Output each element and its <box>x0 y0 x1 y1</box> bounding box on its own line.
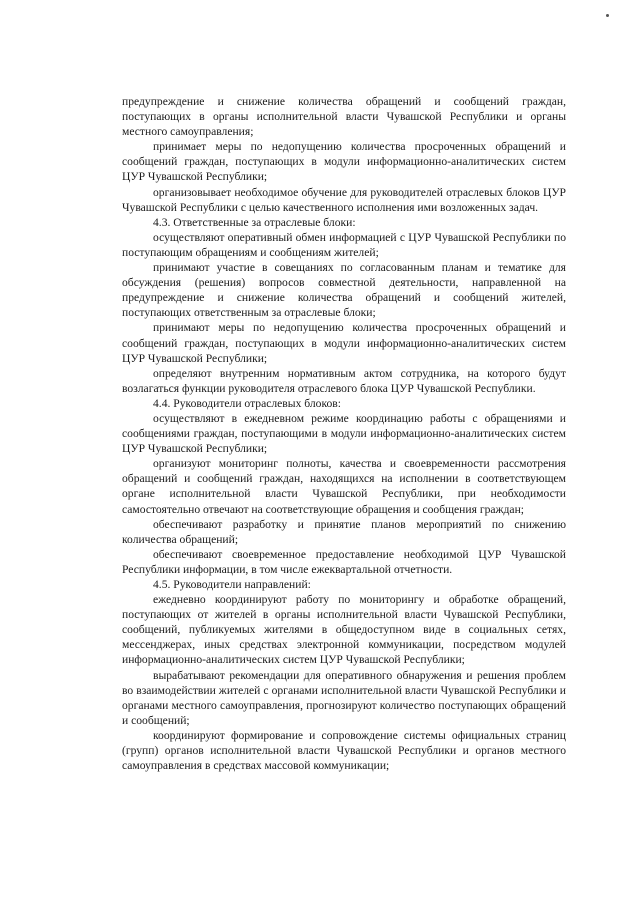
paragraph: осуществляют оперативный обмен информацией с ЦУР Чувашской Республики по поступающим обращениям и сообщениям жителей; <box>122 230 566 259</box>
paragraph: обеспечивают своевременное предоставление необходимой ЦУР Чувашской Республики информации, в том числе ежеквартальной отчетности. <box>122 547 566 576</box>
scan-dot <box>606 14 609 17</box>
section-heading-4-3: 4.3. Ответственные за отраслевые блоки: <box>153 215 356 229</box>
paragraph: принимают участие в совещаниях по согласованным планам и тематике для обсуждения (решения) вопросов совместной деятельности, направленной на предупреждение и снижение количества обращений и сообщений жителей, поступающих ответственным за отраслевые блоки; <box>122 261 566 320</box>
paragraph: принимают меры по недопущению количества просроченных обращений и сообщений граждан, поступающих в модули информационно-аналитических систем ЦУР Чувашской Республики; <box>122 321 566 365</box>
section-heading-4-4: 4.4. Руководители отраслевых блоков: <box>153 396 341 410</box>
document-body <box>122 94 566 773</box>
paragraph: принимает меры по недопущению количества просроченных обращений и сообщений граждан, поступающих в модули информационно-аналитических систем ЦУР Чувашской Республики; <box>122 140 566 184</box>
paragraph: осуществляют в ежедневном режиме координацию работы с обращениями и сообщениями граждан, поступающими в модули информационно-аналитических систем ЦУР Чувашской Республики; <box>122 411 566 456</box>
paragraph: ежедневно координируют работу по мониторингу и обработке обращений, поступающих от жителей в органы исполнительной власти Чувашской Республики, сообщений, публикуемых жителями в общедоступном виде в социальных сетях, мессенджерах, иных средствах электронной коммуникации, посредством модулей информационно-аналитических систем ЦУР Чувашской Республики; <box>122 593 566 667</box>
paragraph: организовывает необходимое обучение для руководителей отраслевых блоков ЦУР Чувашской Республики с целью качественного исполнения ими возложенных задач. <box>122 185 566 214</box>
paragraph: вырабатывают рекомендации для оперативного обнаружения и решения проблем во взаимодействии жителей с органами исполнительной власти Чувашской Республики и органами местного самоуправления, прогнозируют количество поступающих обращений и сообщений; <box>122 668 566 727</box>
paragraph: определяют внутренним нормативным актом сотрудника, на которого будут возлагаться функции руководителя отраслевого блока ЦУР Чувашской Республики. <box>122 366 566 395</box>
paragraph: организуют мониторинг полноты, качества и своевременности рассмотрения обращений и сообщений граждан, находящихся на исполнении в соответствующем органе исполнительной власти Чувашской Республики, при необходимости самостоятельно отвечают на соответствующие обращения и сообщения граждан; <box>122 457 566 516</box>
paragraph: координируют формирование и сопровождение системы официальных страниц (групп) органов исполнительной власти Чувашской Республики и органов местного самоуправления в средствах массовой коммуникации; <box>122 728 566 773</box>
section-heading-4-5: 4.5. Руководители направлений: <box>153 578 311 591</box>
paragraph-continuation: предупреждение и снижение количества обращений и сообщений граждан, поступающих в органы исполнительной власти Чувашской Республики и органы местного самоуправления; <box>122 95 566 139</box>
paragraph: обеспечивают разработку и принятие планов мероприятий по снижению количества обращений; <box>122 517 566 546</box>
